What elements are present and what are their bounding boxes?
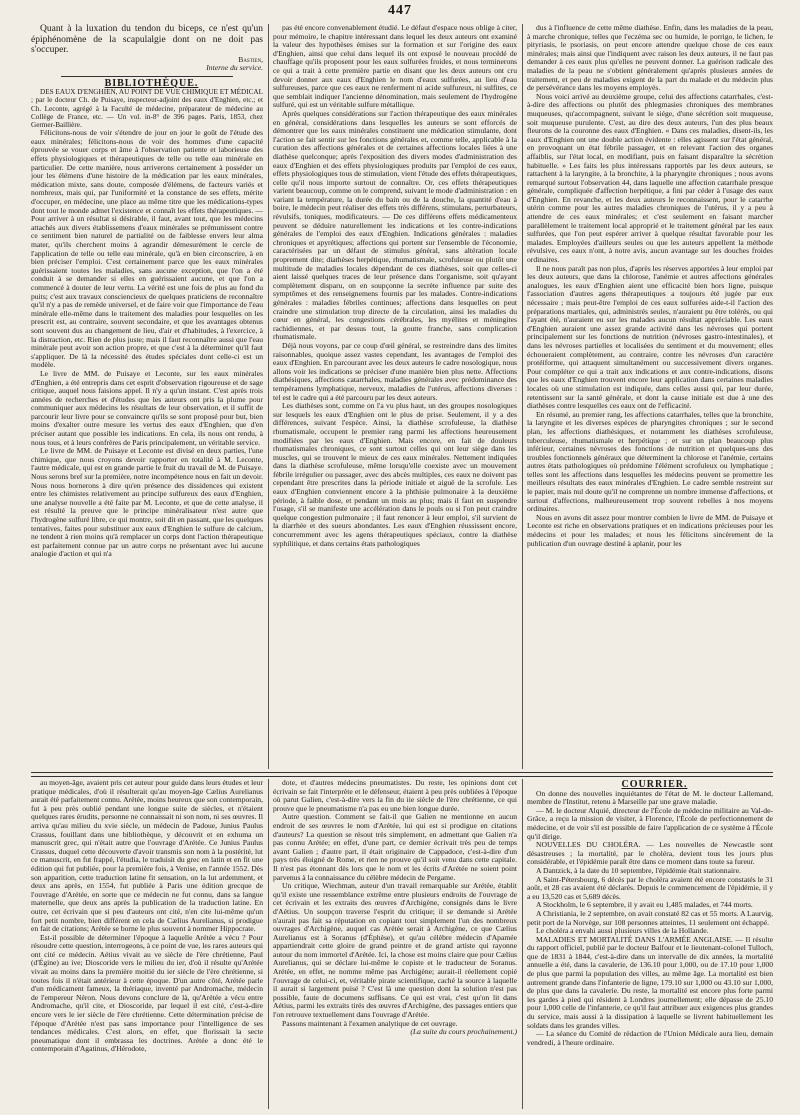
paragraph: — M. le docteur Alquié, directeur de l'École de médecine militaire au Val-de-Grâce, a reçu la mission de visiter, à Florence, l'École de perfectionnement de médecine, et de voir s'il est possible de faire l'application de ce système à l'École qu'il dirige.	[527, 805, 773, 841]
paragraph: dote, et d'autres médecins pneumatistes. Du reste, les opinions dont cet écrivain se fait l'interprète et le défenseur, étaient à peu près oubliées à l'époque où parut Galien, c'est-à-dire vers la fin du iie siècle de l'ère chrétienne, ce qui prouve que le pneumatisme n'a pas eu une bien longue durée.	[273, 779, 517, 813]
paragraph: Le livre de MM. de Puisaye et Leconte est divisé en deux parties, l'une chimique, que nous croyons devoir rapporter en totalité à M. Leconte, l'autre médicale, qui est en grande partie le fruit du travail de M. de Puisaye. Nous serons bref sur la première, notre incompétence nous en fait un devoir. Nous nous bornerons à dire qu'en présence des dissidences qui existent entre les chimistes relativement au principe sulfureux des eaux d'Enghien, une analyse nouvelle a été faite par M. Leconte, et que de cette analyse, il est résulté la preuve que le principe minéralisateur n'est autre que l'hydrogène sulfuré libre, ce qui montre, soit dit en passant, que les quelques tentatives, faites pour substituer aux eaux d'Enghien le sulfure de calcium, ne tendent à rien moins qu'à remplacer un corps dont l'action thérapeutique est parfaitement connue par un autre corps ne présentant avec lui aucune analogie d'action et qui n'a	[31, 446, 263, 559]
paragraph: A Saint-Pétersbourg, 6 décès par le choléra avaient été encore constatés le 31 août, et 28 cas avaient été déclarés. Depuis le commencement de l'épidémie, il y a eu 13,520 cas et 5,689 décès.	[527, 874, 773, 901]
bottom-column-2-body	[273, 779, 517, 1028]
paragraph: Un critique, Wiechman, auteur d'un travail remarquable sur Arétée, établit qu'il existe une ressemblance extrême entre plusieurs endroits de l'ouvrage de cet écrivain et les extraits des œuvres d'Archigène, consignés dans le livre d'Aétius. Un soupçon traverse l'esprit du critique; il se demande si Arétée n'aurait pas fait sa réputation en copiant tout simplement l'un des nombreux ouvrages d'Archigène, auquel cas Arétée serait à Archigène, ce que Cælius Aurelianus est à Soranus (d'Éphèse), et qu'au célèbre médecin d'Apamée appartiendrait cette gloire de grand peintre et de grand artiste qui rayonne autour du nom immortel d'Arétée. Ici, la chose est moins claire que pour Cælius Aurelianus, qui se déclare lui-même le copiste et le traducteur de Soranus. Arétée, en effet, ne nomme même pas Archigène; aurait-il réellement copié l'ouvrage de celui-ci, et, véritable pirate scientifique, caché la source à laquelle il aurait si largement puisé ? C'est là une question dont la solution n'est pas possible, faute de documens suffisans. Ce qui est vrai, c'est qu'on lit dans Aétius, parmi les extraits tirés des œuvres d'Archigène, des passages entiers que l'on retrouve textuellement dans l'ouvrage d'Arétée.	[273, 881, 517, 1020]
paragraph: Il ne nous paraît pas non plus, d'après les réserves apportées à leur emploi par les deux auteurs, que dans la chlorose, l'anémie et autres affections générales analogues, les eaux d'Enghien aient une efficacité bien hors ligne, puisque l'association d'autres agens thérapeutiques a toujours été jugée par eux nécessaire ; mais peut-être l'emploi de ces eaux sulfurées aide-t-il l'action des préparations martiales, qui, administrés seules, n'auraient pu être tolérés, ou qui l'ayant été, n'auraient eu sur les malades aucun résultat appréciable. Les eaux d'Enghien auraient une assez grande activité dans les névroses qui portent principalement sur les fonctions de nutrition (névroses gastro-intestinales), et dans les névroses partielles et localisées du sentiment et du mouvement; elles échoueraient complètement, au contraire, contre les névroses d'un caractère protéiforme, qui attaquent simultanément ou successivement divers organes. Pour compléter ce qui a trait aux indications et aux contre-indications, disons que les eaux d'Enghien trouvent encore leur application dans certaines maladies locales où une stimulation est indiquée, dans celles aussi qui, par leur durée, retentissent sur la santé générale, et dont la cause initiale est due à une des diathèses contre lesquelles ces eaux ont de l'efficacité.	[527, 263, 773, 411]
paragraph: Est-il possible de déterminer l'époque à laquelle Arétée a vécu ? Pour résoudre cette question, interrogeons, à ce point de vue, les rares auteurs qui ont cité ce médecin. Aétius vivait au ve siècle de l'ère chrétienne, Paul (d'Égine) au ive; Dioscoride vers le milieu du ier, d'où il résulte qu'Arétée vivait au moins dans la première moitié du ier siècle de l'ère chrétienne, si toutes fois il n'était antérieur à cette époque. D'un autre côté, Arétée parle d'un médicament fameux, la thériaque, inventé par Andromache, médecin de l'empereur Néron. Nous devons conclure de là, qu'Arétée a vécu entre Andromache, qu'il cite, et Dioscoride, par lequel il est cité, c'est-à-dire encore vers le ier siècle de l'ère chrétienne. Cette détermination précise de l'époque d'Arétée n'est pas sans importance pour l'intelligence de ses tendances médicales. C'est alors, en effet, que florissait la secte pneumatique dont il embrassa les doctrines. Arétée a donc été le contemporain d'Agatinus, d'Hérodote,	[31, 932, 263, 1054]
paragraph: Les diathèses sont, comme on l'a vu plus haut, un des groupes nosologiques sur lesquels les eaux d'Enghien ont le plus de prise. Seulement, il y a des différences, suivant l'espèce. Ainsi, la diathèse scrofuleuse, la diathèse rhumatismale, occupent le premier rang parmi les affections heureusement modifiées par les eaux d'Enghien. Mais encore, en fait de douleurs rhumatismales chroniques, ce sont surtout celles qui ont leur siège dans les muscles, qui se trouvent le mieux de ces eaux minérales. Nettement indiquées dans la diathèse scrofuleuse, même lorsqu'elle coexiste avec un mouvement fébrile irrégulier ou passager, avec des abcès multiples, ces eaux ne doivent pas cependant être prescrites dans la période initiale et aiguë de la scrofule. Les eaux d'Enghien conviennent encore à la phthisie pulmonaire à la deuxième période, à faible dose, et pendant un mois au plus; mais il faut en suspendre l'usage, s'il se manifeste une accélération dans le pouls ou si l'on peut craindre quelque congestion pulmonaire ; il faut renoncer à leur emploi, s'il survient de la diarrhée et des sueurs abondantes. Les eaux d'Enghien réussissent encore, concurremment avec les agens thérapeutiques spéciaux, contre la diathèse syphilitique, et dans certains états pathologiques	[273, 401, 517, 548]
courrier-body	[527, 790, 773, 1048]
paragraph: — La séance du Comité de rédaction de l'Union Médicale aura lieu, demain vendredi, à l'heure ordinaire.	[527, 1029, 773, 1047]
page-separator	[31, 772, 773, 777]
top-column-3	[527, 24, 773, 769]
bottom-column-1	[31, 779, 263, 1109]
paragraph: pas été encore convenablement étudié. Le défaut d'espace nous oblige à citer, pour mémoire, le chapitre intéressant dans lequel les deux auteurs ont examiné la valeur des hypothèses émises sur la formation et sur l'origine des eaux d'Enghien, ainsi que celui dans lequel ils ont exposé le nouveau procédé de chauffage qu'ils proposent pour les eaux sulfurées froides, et nous terminerons ce qui a trait à cette première partie en disant que les deux auteurs ont cru devoir donner aux eaux d'Enghien le nom d'eaux sulfurées, au lieu d'eau sulfureuses, parce que ces eaux ne renferment ni acide sulfureux, ni sulfites, ce que semblait indiquer l'ancienne dénomination, mais seulement de l'hydrogène sulfuré, qui est un véritable sulfure métallique.	[273, 24, 517, 110]
column-rule	[522, 24, 523, 769]
paragraph: Félicitons-nous de voir s'étendre de jour en jour le goût de l'étude des eaux minérales; félicitons-nous de voir des hommes d'une capacité éprouvée se vouer corps et âme à l'observation patiente et laborieuse des effets physiologiques et thérapeutiques de telle ou telle eau minérale en particulier. De cette manière, nous arriverons certainement à posséder un jour les élémens d'une histoire de la médication par les eaux minérales, médication mixte, sans doute, composée d'élémens, de facteurs variés et nombreux, mais qui, par l'uniformité et la constance de ses effets, mérite d'occuper, en médecine, une place au même titre que les médications-types dont tout le monde admet l'existence et connaît les effets thérapeutiques. — Pour arriver à un résultat si désirable, il faut, avant tout, que les médecins attachés aux divers établissemens d'eaux minérales se prémunissent contre ce sentiment bien naturel de partialité ou de faiblesse envers leur alma mater, qu'ils cherchent moins à agrandir démesurément le cercle de l'application de telle ou telle eau minérale, qu'à en bien circonscrire, à en bien préciser l'emploi. C'est certainement parce que les eaux minérales guérissaient toutes les maladies, sans aucune exception, que l'on a été conduit à se demander si elles en guérissaient aucune, et que l'on a commencé à douter de leur vertu. La vérité est une fois de plus au fond du puits; c'est aux travaux consciencieux de quelques praticiens de reconnaître qu'il n'y a pas de remède universel, et de faire voir que l'importance de l'eau minérale elle-même dans le traitement des maladies pour lesquelles on les prescrit est, au contraire, souvent secondaire, et que les avantages obtenus sont souvent dus au changement de lieu, d'air et d'habitudes, à l'exercice, à la distraction, etc. Rien de plus juste; mais il faut reconnaître aussi que l'eau minérale peut avoir son action propre, et que c'est à la déterminer qu'il faut s'appliquer. De là la nécessité des études spéciales dont celle-ci est un modèle.	[31, 128, 263, 370]
intro-text: Quant à la luxation du tendon du biceps, ce n'est qu'un épiphénomène de la scapulalgie dont on ne doit pas s'occuper.	[31, 24, 263, 55]
paragraph: Le livre de MM. de Puisaye et Leconte, sur les eaux minérales d'Enghien, a été entrepris dans cet esprit d'observation rigoureuse et de sage critique, auquel nous faisions appel. Il n'y a qu'un instant. C'est après trois années de recherches et d'études que les auteurs ont pris la plume pour communiquer aux médecins les résultats de leur observation, et il suffit de parcourir leur livre pour se convaincre qu'ils se sont proposé pour but, bien moins d'exalter outre mesure les vertus des eaux d'Enghien, que d'en préciser autant que possible les indications. En cela, ils nous ont rendu, à nous tous, et à leurs confrères de Paris principalement, un véritable service.	[31, 368, 263, 447]
paragraph: Le choléra a envahi aussi plusieurs villes de la Hollande.	[536, 926, 709, 936]
column-1-body	[31, 129, 263, 559]
paragraph: Après quelques considérations sur l'action thérapeutique des eaux minérales en général, considérations dans lesquelles les auteurs se sont efforcés de démontrer que les eaux minérales constituent une médication stimulante, dont l'action se fait sentir sur les fonctions générales et, comme telle, applicable à la curation des affections générales et de certaines affections locales liées à une diathèse quelconque; après l'exposition des divers modes d'administration des eaux d'Enghien et des effets physiologiques produits par l'emploi de ces eaux, effets physiologiques tous de stimulation, vient l'étude des effets thérapeutiques, celle qu'il nous importe surtout de connaître. Or, ces effets thérapeutiques varient beaucoup, comme on le comprend, suivant le mode d'administration : en variant la température, la durée du bain ou de la douche, la quantité d'eau à boire, le médecin peut réaliser des effets très différens, stimulans, perturbateurs, révulsifs, toniques, modificateurs. — De ces différens effets médicamenteux peuvent se déduire naturellement les indications et les contre-indications générales de l'emploi des eaux d'Enghien. Indications générales : maladies chroniques et apyrétiques; affections qui portent sur l'ensemble de l'économie, caractérisées par un défaut de stimulus général, sans altération locale proprement dite; diathèses herpétique, rhumatismale, scrofuleuse ou plutôt une multitude de maladies locales dépendant de ces diathèses, soit que celles-ci aient laissé quelques traces de leur présence dans l'organisme, soit qu'ayant complètement disparu, on en soupçonne la secrète influence par suite des symptômes et des renseignemens fournis par les malades. Contre-indications générales : maladies fébriles continues; affections dans lesquelles on peut craindre une stimulation trop directe de la circulation, ainsi les maladies du cœur en général, les congestions cérébrales, les myélites et méningites rachidiennes, et par dessus tout, la goutte franche, sans complication rhumatismale.	[273, 108, 517, 342]
paragraph: au moyen-âge, avaient pris cet auteur pour guide dans leurs études et leur pratique médicales, d'où il résulterait qu'au moyen-âge Cælius Aurelianus aurait été parfaitement connu. Arétée, moins heureux que son contemporain, fut à peu près oublié pendant une longue suite de siècles, et n'étaient quelques rares érudits, personne ne connaissait ni son nom, ni ses œuvres. Il arriva qu'au milieu du xvie siècle, un médecin de Padoue, Junius Paulus Crassus, fouillant dans une bibliothèque, y découvrit et en exhuma un manuscrit grec, qui n'était autre que l'ouvrage d'Arétée. Ce Junius Paulus Crassus, duquel cette découverte d'avoir transmis son nom à la postérité, lut ce manuscrit, en fut frappé, l'étudia, le traduisit du grec en latin et en fit une édition qui fut publiée, pour la première fois, à Venise, en l'année 1552. Dès son apparition, cette traduction latine fit sensation, on la lut ardemment, et deux ans après, en 1554, fut publiée à Paris une édition grecque de l'ouvrage d'Arétée, en sorte que ce médecin ne fut connu, dans sa langue maternelle, que deux ans après la publication de la traduction latine. En outre, cet écrivain que si peu d'auteurs ont cité, n'en cite lui-même qu'un fort petit nombre, bien différent en cela de Cælius Aurelianus, si prodigue en fait de citations; Arétée se borne le plus souvent à nommer Hippocrate.	[31, 779, 263, 934]
column-rule	[268, 779, 269, 1109]
paragraph: NOUVELLES DU CHOLÉRA. — Les nouvelles de Newcastle sont désastreuses ; la mortalité, par le choléra, devient tous les jours plus considérable, et l'épidémie paraît être dans ce moment dans toute sa fureur.	[527, 840, 773, 867]
column-rule	[522, 779, 523, 1109]
paragraph: A Stockholm, le 6 septembre, il y avait eu 1,485 malades, et 744 morts.	[536, 900, 753, 910]
intro-signature-title: Interne du service.	[206, 63, 263, 73]
paragraph: A Christiania, le 2 septembre, on avait constaté 82 cas et 55 morts. A Laurvig, petit port de la Norvège, sur 108 personnes atteintes, 11 seulement ont échappé.	[527, 908, 773, 927]
paragraph: dus à l'influence de cette même diathèse. Enfin, dans les maladies de la peau, à marche chronique, telles que l'eczéma sec ou humide, le porrigo, le lichen, le pityriasis, le psoriasis, on peut encore attendre quelque chose de ces eaux minérales; mais ainsi que l'indiquent avec raison les deux auteurs, il ne faut pas demander à ces eaux plus qu'elles ne peuvent donner. La guérison radicale des maladies de la peau ne s'obtient généralement qu'après plusieurs années de traitement, et peu de maladies exigent de la part du malade et du médecin plus de persévérance dans les moyens employés.	[527, 24, 773, 93]
bottom-column-2	[273, 779, 517, 1109]
divider	[61, 76, 233, 77]
page-number: 447	[388, 3, 412, 18]
paragraph: Nous en avons dit assez pour montrer combien le livre de MM. de Puisaye et Leconte est riche en observations pratiques et en indications précieuses pour les médecins et pour les malades; et nous les félicitons sincèrement de la publication d'un ouvrage destiné à aplanir, pour les	[527, 512, 773, 548]
paragraph: Nous voici arrivé au deuxième groupe, celui des affections catarrhales, c'est-à-dire des affections ou plutôt des phlegmasies chroniques des membranes muqueuses, qu'accompagnent, suivant le siége, d'une sécrétion soit muqueuse, soit muqueuse purulente. C'est, au dire des deux auteurs, l'un des plus beaux fleurons de la couronne des eaux d'Enghien. « Dans ces maladies, disent-ils, les eaux d'Enghien ont une double action évidente : elles agissent sur l'état général, en provoquant un état fébrile passager, et en relevant l'action des organes affaiblis, sur l'état local, en modifiant, puis en faisant disparaître la sécrétion habituelle. » Les faits les plus intéressans rapportés par les deux auteurs, se rattachent à la laryngite, à la bronchite, à la pharyngite chroniques ; nous avons remarqué surtout l'observation 44, dans laquelle une affection catarrhale presque générale, compliquée d'affection herpétique, a fini par céder à l'usage des eaux d'Enghien. En revanche, et les deux auteurs le reconnaissent, pour le catarrhe utérin comme pour les autres maladies chroniques de l'utérus, il y a peu à attendre de ces eaux minérales; et c'est seulement en faisant marcher parallèlement le traitement local approprié et le traitement général par les eaux sulfurées, que l'on peut espérer arriver à quelque résultat favorable pour les malades. Employées d'ailleurs seules ou que les auteurs appellent la méthode révulsive, ces eaux n'ont, à notre avis, aucun avantage sur les douches froides ordinaires.	[527, 91, 773, 265]
paragraph: Passons maintenant à l'examen analytique de cet ouvrage.	[282, 1018, 458, 1028]
courrier-column	[527, 779, 773, 1109]
section-heading-bibliotheque: BIBLIOTHÈQUE.	[104, 77, 199, 89]
paragraph: On donne des nouvelles inquiétantes de l'état de M. le docteur Lallemand, membre de l'Institut, retenu à Marseille par une grave maladie.	[527, 788, 773, 807]
paragraph: Autre question. Comment se fait-il que Galien ne mentionne en aucun endroit de ses œuvres le nom d'Arétée, lui qui est si prodigue en citations d'auteurs? La question se résout très simplement, en admettant que Galien n'a pas connu Arétée; en effet, d'une part, ce dernier écrivait très peu de temps avant Galien ; d'autre part, il était originaire de Cappadoce, c'est-à-dire d'un pays très éloigné de Rome, et rien ne prouve qu'il soit venu dans cette capitale. Il n'est pas étonnant dès lors que le nom et les écrits d'Arétée ne soient point parvenus à la connaissance du célèbre médecin de Pergame.	[273, 812, 517, 882]
section-heading-courrier: COURRIER.	[621, 779, 688, 790]
paragraph: MALADIES ET MORTALITÉ DANS L'ARMÉE ANGLAISE. — Il résulte du rapport officiel, publié par le docteur Balfour et le lieutenant-colonel Tulloch, que de 1831 à 1844, c'est-à-dire dans un intervalle de dix années, la mortalité annuelle a été, dans la cavalerie, de 136.10 pour 1,000, ou de 17.10 pour 1,000 de plus que parmi la population des villes, au même âge. La mortalité est bien autrement grande dans l'infanterie de ligne, 179.10 sur 1,000 ou 43.10 sur 1,000, de plus que dans la cavalerie. Du reste, la mortalité est encore plus forte parmi les gardes à pied qui résident à Londres journellement; elle dépasse de 25.10 pour 1,000 celle de l'infanterie, ce qu'il faut attribuer aux exigences plus grandes du service, mais aussi à la dissipation à laquelle se livrent habituellement les soldats dans les grandes villes.	[527, 934, 773, 1030]
to-be-continued: (La suite du cours prochainement.)	[410, 1027, 517, 1037]
paragraph: Déjà nous voyons, par ce coup d'œil général, se restreindre dans des limites raisonnables, quoique assez vastes cependant, les avantages de l'emploi des eaux d'Enghien. En parcourant avec les deux auteurs le cadre nosologique, nous allons voir les indications se préciser d'une manière bien plus nette. Affections diathésiques, affections catarrhales, maladies générales avec prédominance des tempéramens lymphatique, nerveux, maladies de l'utérus, affections diverses : tel est le cadre qui a été parcouru par les deux auteurs.	[273, 340, 517, 402]
paragraph: A Dantzick, à la date du 10 septembre, l'épidémie était stationnaire.	[536, 865, 741, 875]
book-citation: DES EAUX D'ENGHIEN, AU POINT DE VUE CHIMIQUE ET MÉDICAL ; par le docteur Ch. de Puisaye, inspecteur-adjoint des eaux d'Enghien, etc.; et Ch. Leconte, agrégé à la Faculté de médecine, préparateur de médecine au Collège de France, etc. — Un vol. in-8° de 396 pages. Paris, 1853, chez Germer-Baillière.	[31, 88, 263, 130]
column-rule	[268, 24, 269, 769]
intro-signature: Bastien,	[238, 54, 263, 64]
top-column-1	[31, 24, 263, 769]
paragraph: En résumé, au premier rang, les affections catarrhales, telles que la bronchite, la laryngite et les diverses espèces de pharyngites chroniques ; sur le second plan, les affections diathésiques, et notamment les diathèses scrofuleuse, tuberculeuse, rhumatismale et herpétique ; et sur un plan beaucoup plus inférieur, certaines névroses des fonctions de nutrition et quelques-uns des troubles fonctionnels généraux que déterminent la chlorose et l'anémie, certains autres états pathologiques où prédomine l'élément scrofuleux ou lymphatique ; telles sont les affections dans lesquelles les médecins peuvent se promettre les meilleurs résultats des eaux minérales d'Enghien. Le cadre semble restreint sur le papier, mais nul doute qu'il ne comprenne un nombre immense d'affections, et surtout d'affections, malheureusement trop souvent rebelles à nos moyens ordinaires.	[527, 409, 773, 514]
top-column-2	[273, 24, 517, 769]
